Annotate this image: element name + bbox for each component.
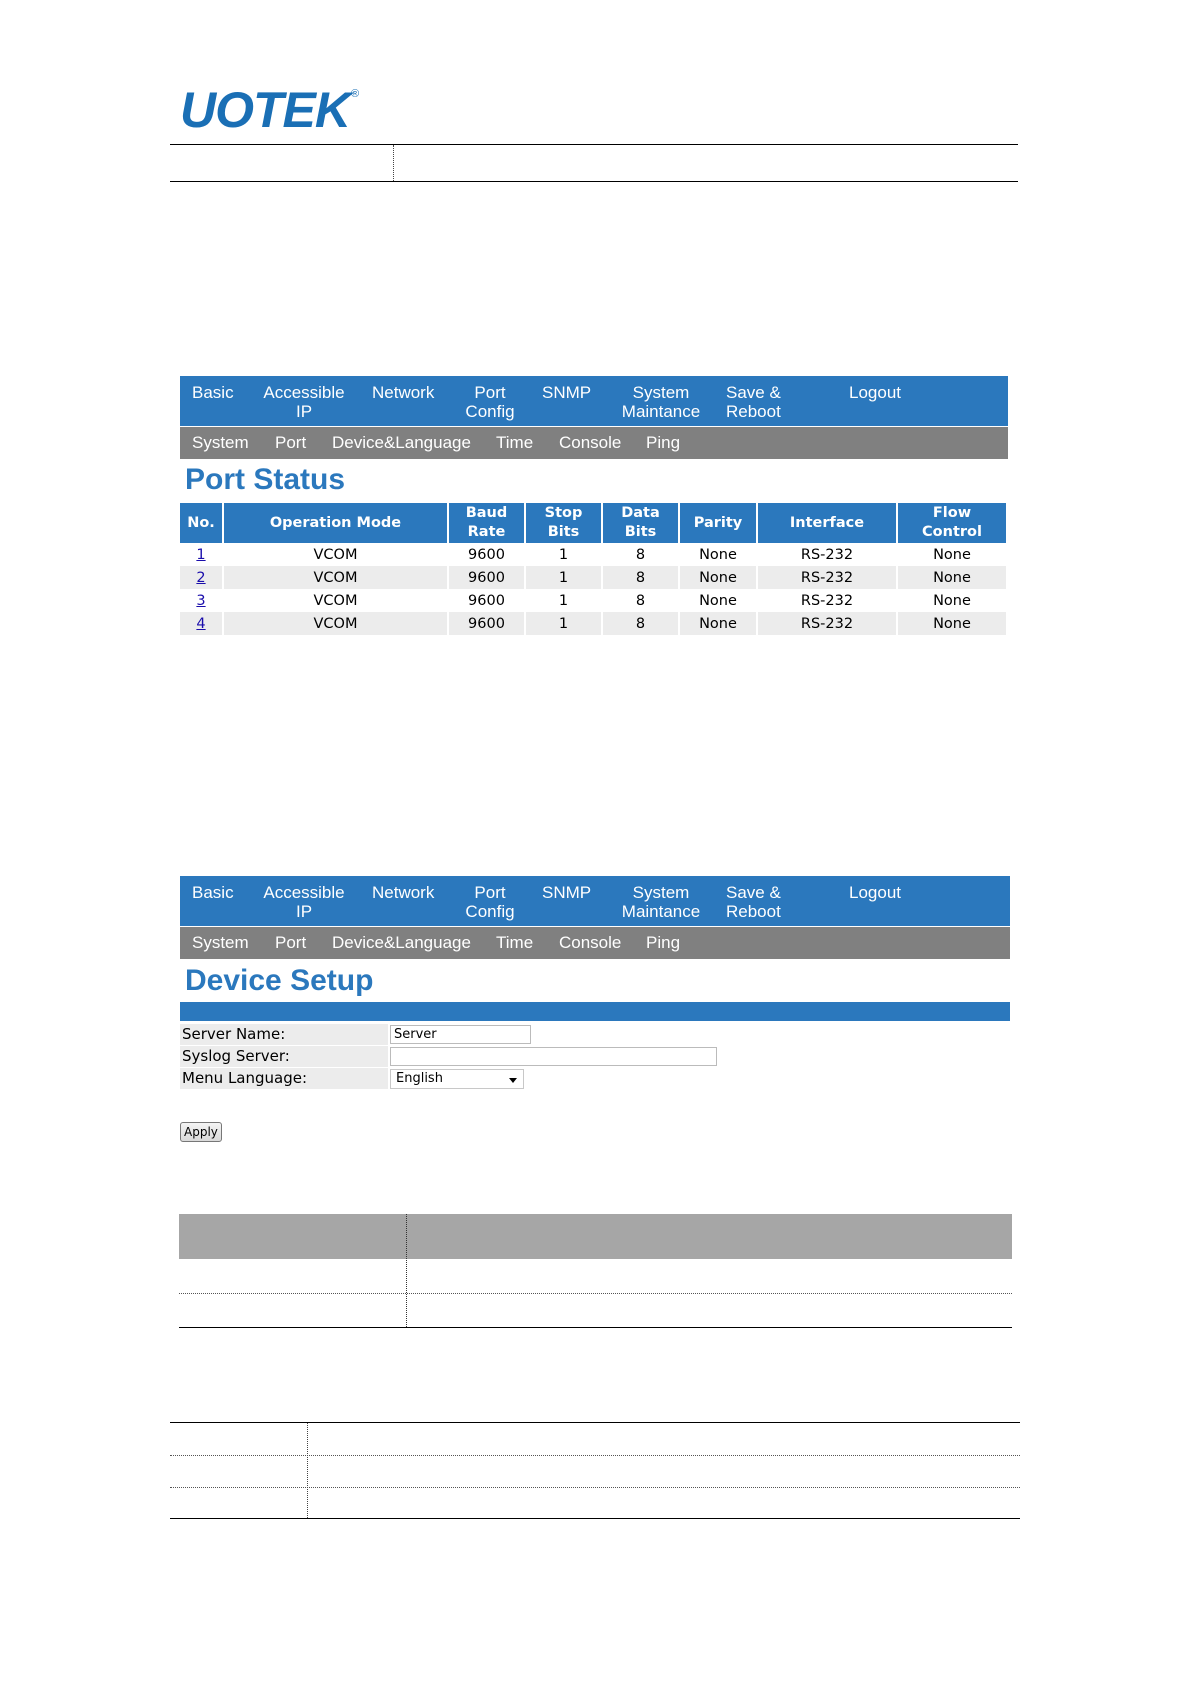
cell-stop: 1 xyxy=(526,566,601,589)
nav-snmp[interactable]: SNMP xyxy=(542,383,592,402)
subnav-time[interactable]: Time xyxy=(496,933,534,952)
port-link[interactable]: 1 xyxy=(196,546,206,563)
port-status-table xyxy=(178,503,1008,635)
port-link[interactable]: 3 xyxy=(196,592,206,609)
cell-mode: VCOM xyxy=(313,546,358,563)
subnav-ping[interactable]: Ping xyxy=(646,433,681,452)
cell-stop: 1 xyxy=(526,612,601,635)
cell-stop: 1 xyxy=(558,592,569,609)
subnav-device-language[interactable]: Device&Language xyxy=(332,433,471,452)
server-name-row xyxy=(180,1024,1010,1045)
nav-save-reboot[interactable]: Save & Reboot xyxy=(726,883,781,921)
cell-stop: 1 xyxy=(558,546,569,563)
top-nav-bar xyxy=(180,376,1008,426)
nav-accessible-ip[interactable]: Accessible IP xyxy=(263,383,345,421)
menu-language-select[interactable] xyxy=(390,1069,524,1089)
header-table-top-rule xyxy=(170,144,1018,145)
logo-text: UOTEK xyxy=(180,82,350,138)
subnav-console[interactable]: Console xyxy=(559,933,622,952)
table-row xyxy=(180,612,1006,635)
port-link[interactable]: 4 xyxy=(196,615,206,632)
footer-table-rule xyxy=(170,1455,1020,1456)
cell-baud: 9600 xyxy=(468,592,505,609)
cell-interface: RS-232 xyxy=(800,546,854,563)
nav-snmp[interactable]: SNMP xyxy=(542,883,592,902)
col-stop-bits: Stop Bits xyxy=(526,503,601,543)
apply-button[interactable]: Apply xyxy=(180,1122,222,1142)
nav-network[interactable]: Network xyxy=(372,383,435,402)
server-name-label: Server Name: xyxy=(180,1024,388,1045)
menu-language-value: English xyxy=(396,1071,443,1086)
footer-table-top-rule xyxy=(170,1422,1020,1423)
footer-table-divider xyxy=(307,1423,308,1518)
cell-data: 8 xyxy=(635,592,646,609)
cell-flow: None xyxy=(898,612,1006,635)
subnav-ping[interactable]: Ping xyxy=(646,933,681,952)
company-logo xyxy=(180,84,359,136)
table-row xyxy=(180,566,1006,589)
nav-accessible-ip[interactable]: Accessible IP xyxy=(263,883,345,921)
nav-logout[interactable]: Logout xyxy=(849,883,901,902)
cell-baud: 9600 xyxy=(468,546,505,563)
nav-system-maintance[interactable]: System Maintance xyxy=(621,883,701,921)
table-header-row xyxy=(180,503,1006,543)
nav-logout[interactable]: Logout xyxy=(849,383,901,402)
page-title: Device Setup xyxy=(185,964,374,997)
subnav-port[interactable]: Port xyxy=(275,933,307,952)
port-link[interactable]: 2 xyxy=(196,569,206,586)
port-status-screenshot xyxy=(180,376,1008,640)
cell-parity: None xyxy=(680,566,756,589)
cell-flow: None xyxy=(933,592,971,609)
cell-interface: RS-232 xyxy=(800,592,854,609)
parameter-table-divider xyxy=(406,1214,407,1327)
server-name-input[interactable]: Server xyxy=(390,1025,531,1044)
cell-parity: None xyxy=(680,612,756,635)
header-table-bottom-rule xyxy=(170,181,1018,182)
footer-table-rule xyxy=(170,1487,1020,1488)
cell-interface: RS-232 xyxy=(758,612,896,635)
subnav-device-language[interactable]: Device&Language xyxy=(332,933,471,952)
parameter-table-rule xyxy=(179,1293,1012,1294)
syslog-server-input[interactable] xyxy=(390,1047,717,1066)
sub-nav-bar xyxy=(180,427,1008,459)
nav-port-config[interactable]: Port Config xyxy=(465,883,515,921)
device-setup-screenshot xyxy=(180,876,1010,1146)
col-operation-mode: Operation Mode xyxy=(224,503,447,543)
cell-flow: None xyxy=(898,566,1006,589)
col-flow-control: Flow Control xyxy=(898,503,1006,543)
table-row xyxy=(180,543,1006,566)
sub-nav-bar xyxy=(180,927,1010,959)
subnav-console[interactable]: Console xyxy=(559,433,622,452)
col-baud-rate: Baud Rate xyxy=(449,503,524,543)
chevron-down-icon xyxy=(509,1078,517,1083)
parameter-table-header xyxy=(179,1214,1012,1259)
cell-mode: VCOM xyxy=(224,566,447,589)
cell-flow: None xyxy=(933,546,971,563)
subnav-time[interactable]: Time xyxy=(496,433,534,452)
cell-baud: 9600 xyxy=(449,612,524,635)
menu-language-row xyxy=(180,1068,1010,1089)
col-no: No. xyxy=(180,503,222,543)
menu-language-label: Menu Language: xyxy=(180,1068,388,1089)
nav-network[interactable]: Network xyxy=(372,883,435,902)
table-row xyxy=(180,589,1006,612)
cell-parity: None xyxy=(699,546,737,563)
subnav-system[interactable]: System xyxy=(192,933,249,952)
col-interface: Interface xyxy=(758,503,896,543)
parameter-table-bottom-rule xyxy=(179,1327,1012,1328)
nav-system-maintance[interactable]: System Maintance xyxy=(621,383,701,421)
top-nav-bar xyxy=(180,876,1010,926)
page-title: Port Status xyxy=(185,463,346,496)
col-parity: Parity xyxy=(680,503,756,543)
cell-mode: VCOM xyxy=(313,592,358,609)
syslog-server-row xyxy=(180,1046,1010,1067)
subnav-port[interactable]: Port xyxy=(275,433,307,452)
header-table-divider xyxy=(393,145,394,181)
cell-mode: VCOM xyxy=(224,612,447,635)
cell-baud: 9600 xyxy=(449,566,524,589)
subnav-system[interactable]: System xyxy=(192,433,249,452)
nav-basic[interactable]: Basic xyxy=(192,383,234,402)
nav-port-config[interactable]: Port Config xyxy=(465,383,515,421)
col-data-bits: Data Bits xyxy=(603,503,678,543)
cell-interface: RS-232 xyxy=(758,566,896,589)
footer-table-bottom-rule xyxy=(170,1518,1020,1519)
nav-save-reboot[interactable]: Save & Reboot xyxy=(726,383,781,421)
section-header-bar xyxy=(180,1002,1010,1021)
cell-data: 8 xyxy=(603,566,678,589)
registered-mark: ® xyxy=(351,88,360,100)
syslog-server-label: Syslog Server: xyxy=(180,1046,388,1067)
cell-parity: None xyxy=(699,592,737,609)
cell-data: 8 xyxy=(603,612,678,635)
cell-data: 8 xyxy=(635,546,646,563)
nav-basic[interactable]: Basic xyxy=(192,883,234,902)
